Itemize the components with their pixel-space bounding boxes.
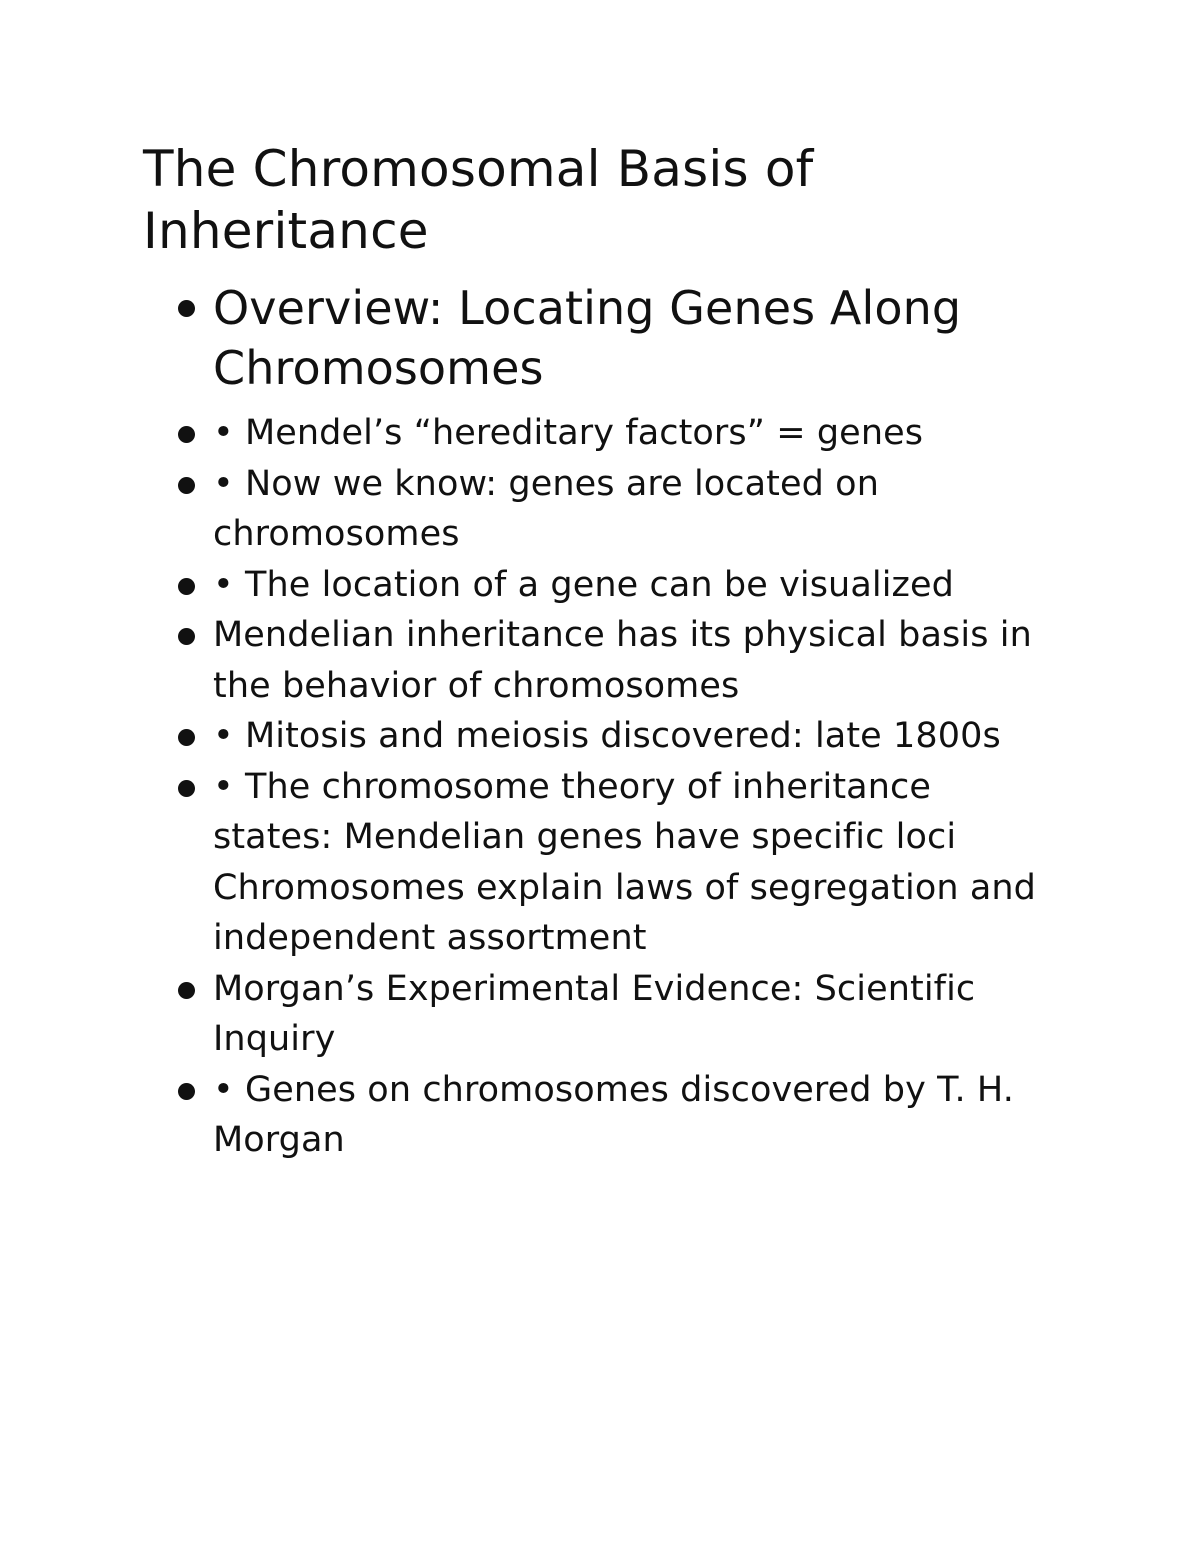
list-item-text: • Now we know: genes are located on chromosomes xyxy=(213,463,879,554)
list-item-text: Morgan’s Experimental Evidence: Scientific Inquiry xyxy=(213,968,976,1059)
list-item xyxy=(178,964,1058,1065)
list-item-text: • Mendel’s “hereditary factors” = genes xyxy=(213,413,924,453)
list-item-text: • The chromosome theory of inheritance states: Mendelian genes have specific loci Chromosomes explain laws of segregation and independent assortment xyxy=(213,766,1036,958)
bullet-dot-icon xyxy=(178,578,195,595)
bullet-dot-icon xyxy=(178,1083,195,1100)
list-item xyxy=(178,711,1058,762)
list-item xyxy=(178,278,1058,398)
document-title: The Chromosomal Basis of Inheritance xyxy=(143,140,814,260)
list-item xyxy=(178,408,1058,459)
bullet-dot-icon xyxy=(178,780,195,797)
bullet-dot-icon xyxy=(178,982,195,999)
list-item xyxy=(178,762,1058,964)
list-item xyxy=(178,610,1058,711)
list-item xyxy=(178,459,1058,560)
list-item-text: Overview: Locating Genes Along Chromosomes xyxy=(213,281,962,395)
bullet-dot-icon xyxy=(178,729,195,746)
list-item-text: • Mitosis and meiosis discovered: late 1800s xyxy=(213,716,1001,756)
bullet-dot-icon xyxy=(178,477,195,494)
note-list xyxy=(178,278,1058,1166)
bullet-dot-icon xyxy=(178,628,195,645)
bullet-dot-icon xyxy=(178,300,195,317)
list-item-text: • Genes on chromosomes discovered by T. H. Morgan xyxy=(213,1069,1014,1160)
list-item xyxy=(178,560,1058,611)
bullet-dot-icon xyxy=(178,426,195,443)
list-item xyxy=(178,1065,1058,1166)
list-item-text: Mendelian inheritance has its physical basis in the behavior of chromosomes xyxy=(213,615,1032,706)
list-item-text: • The location of a gene can be visualized xyxy=(213,564,954,605)
